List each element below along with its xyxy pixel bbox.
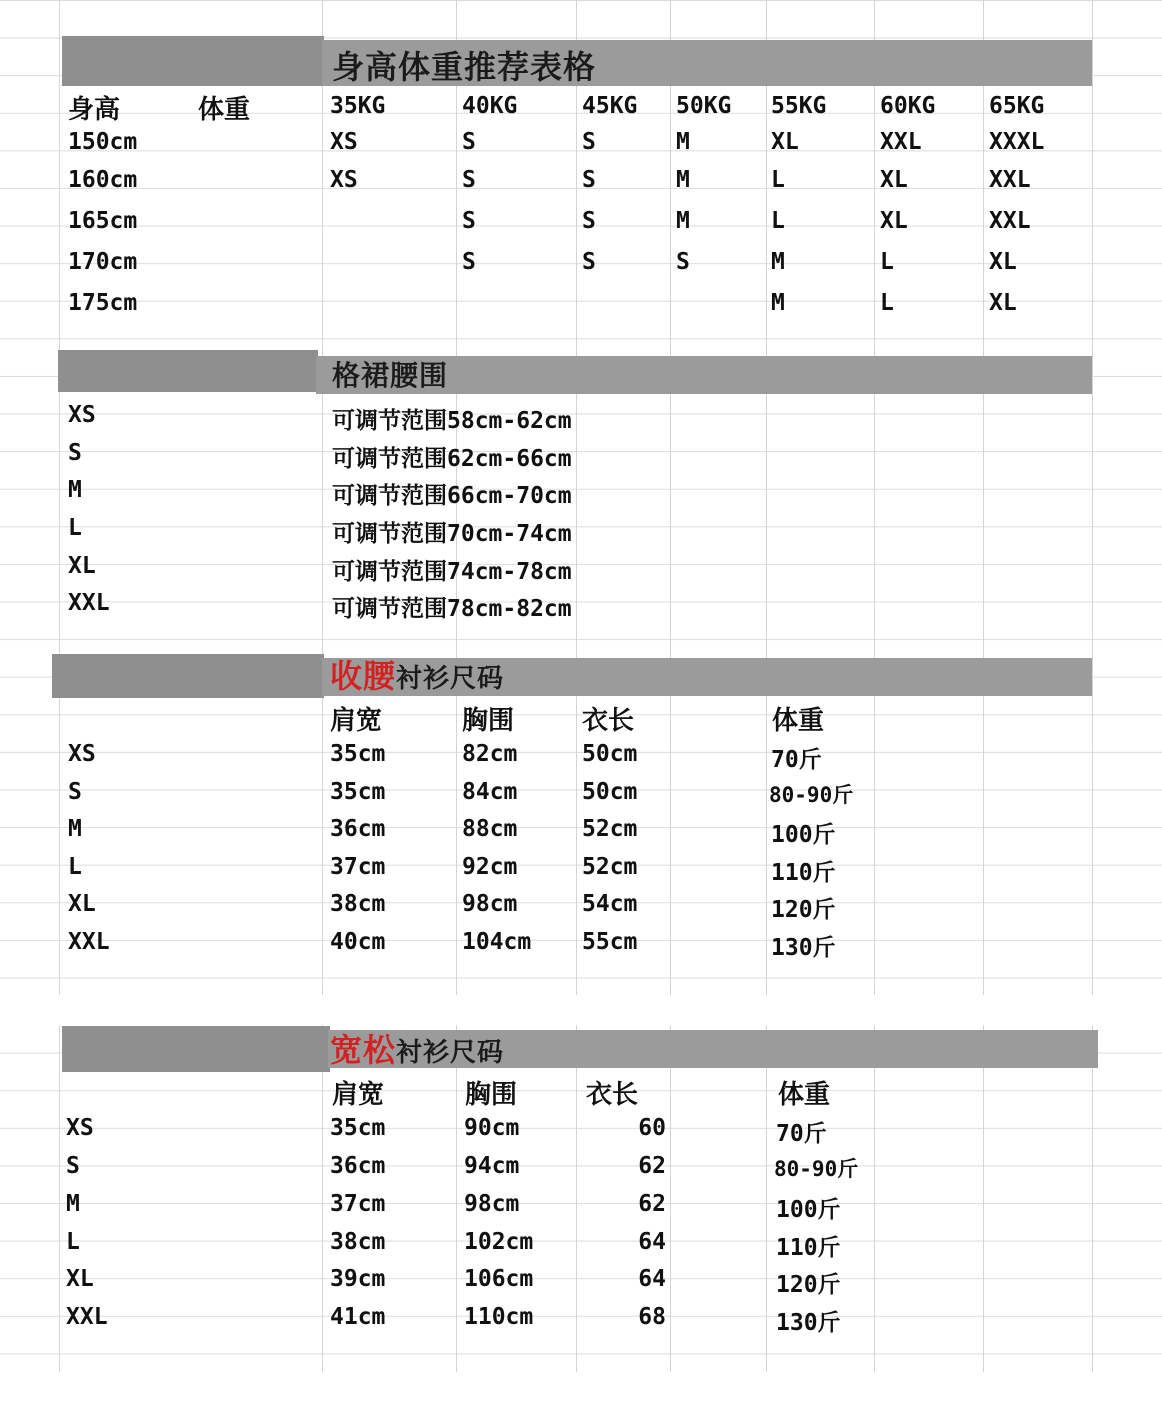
table-cell: 54cm	[582, 891, 638, 917]
size-label: M	[68, 816, 82, 842]
table-cell: L	[771, 208, 785, 234]
header-shoulder: 肩宽	[330, 706, 383, 736]
table-cell: 98cm	[464, 1191, 520, 1217]
waist-range: 可调节范围74cm-78cm	[332, 559, 572, 585]
table-cell: XXXL	[989, 129, 1045, 155]
table-cell: S	[462, 167, 476, 193]
table-cell: 70斤	[776, 1121, 827, 1147]
table-cell: S	[462, 208, 476, 234]
title-rest: 衬衫尺码	[396, 1038, 505, 1068]
table-cell: 90cm	[464, 1115, 520, 1141]
size-label: XXL	[68, 929, 110, 955]
table-cell: S	[582, 249, 596, 275]
section-banner-left	[62, 36, 324, 86]
table-cell: S	[582, 167, 596, 193]
title-highlight: 宽松	[330, 1031, 397, 1069]
header-weight-55: 55KG	[771, 93, 827, 119]
table-cell: 70斤	[771, 747, 822, 773]
table-cell: 50cm	[582, 741, 638, 767]
table-cell: 120斤	[776, 1272, 841, 1298]
header-chest: 胸围	[462, 706, 515, 736]
title-highlight: 收腰	[330, 657, 397, 695]
size-label: XXL	[68, 590, 110, 616]
table-cell: 100斤	[776, 1197, 841, 1223]
table-cell: 39cm	[330, 1266, 386, 1292]
table-cell: 55cm	[582, 929, 638, 955]
size-label: L	[68, 515, 82, 541]
header-weight: 体重	[772, 706, 825, 736]
table-cell: 64	[638, 1266, 666, 1292]
section-gap	[0, 995, 1162, 1025]
table-cell: 82cm	[462, 741, 518, 767]
header-length: 衣长	[586, 1080, 639, 1110]
waist-range: 可调节范围66cm-70cm	[332, 483, 572, 509]
header-weight-40: 40KG	[462, 93, 518, 119]
header-weight-50: 50KG	[676, 93, 732, 119]
table-cell: XL	[880, 208, 908, 234]
table-cell: 37cm	[330, 1191, 386, 1217]
header-weight: 体重	[198, 95, 251, 125]
table-cell: S	[582, 208, 596, 234]
size-label: M	[68, 477, 82, 503]
waist-range: 可调节范围78cm-82cm	[332, 596, 572, 622]
header-chest: 胸围	[465, 1080, 518, 1110]
table-cell: 92cm	[462, 854, 518, 880]
header-height: 身高	[68, 95, 121, 125]
section-title: 格裙腰围	[332, 359, 449, 392]
table-cell: 98cm	[462, 891, 518, 917]
waist-range: 可调节范围70cm-74cm	[332, 521, 572, 547]
table-cell: 64	[638, 1229, 666, 1255]
header-shoulder: 肩宽	[332, 1080, 385, 1110]
size-label: S	[68, 779, 82, 805]
table-cell: M	[676, 167, 690, 193]
page-bottom	[0, 1372, 1162, 1401]
section-banner-left	[58, 350, 318, 392]
header-length: 衣长	[582, 706, 635, 736]
table-cell: 88cm	[462, 816, 518, 842]
table-cell: XS	[330, 129, 358, 155]
table-cell: 130斤	[771, 935, 836, 961]
header-weight-65: 65KG	[989, 93, 1045, 119]
table-cell: XXL	[989, 208, 1031, 234]
table-cell: 36cm	[330, 1153, 386, 1179]
size-label: L	[68, 854, 82, 880]
table-cell: S	[676, 249, 690, 275]
header-weight-35: 35KG	[330, 93, 386, 119]
section-title: 身高体重推荐表格	[332, 48, 597, 86]
table-cell: 100斤	[771, 822, 836, 848]
table-cell: XL	[771, 129, 799, 155]
section-title	[330, 653, 504, 702]
table-cell: 110cm	[464, 1304, 534, 1330]
table-cell: XS	[330, 167, 358, 193]
size-label: L	[66, 1229, 80, 1255]
table-cell: S	[462, 249, 476, 275]
table-cell: 35cm	[330, 741, 386, 767]
table-cell: 84cm	[462, 779, 518, 805]
table-cell: 38cm	[330, 891, 386, 917]
table-cell: S	[462, 129, 476, 155]
row-height: 175cm	[68, 290, 138, 316]
table-cell: M	[771, 249, 785, 275]
table-cell: M	[676, 129, 690, 155]
section-title	[330, 1027, 504, 1076]
header-weight-60: 60KG	[880, 93, 936, 119]
row-height: 160cm	[68, 167, 138, 193]
table-cell: 120斤	[771, 897, 836, 923]
table-cell: 41cm	[330, 1304, 386, 1330]
table-cell: 110斤	[771, 860, 836, 886]
grid-line	[1092, 0, 1093, 1372]
table-cell: L	[771, 167, 785, 193]
table-cell: 52cm	[582, 854, 638, 880]
size-label: XL	[66, 1266, 94, 1292]
table-cell: 130斤	[776, 1310, 841, 1336]
table-cell: 80-90斤	[769, 783, 854, 807]
table-cell: XL	[989, 290, 1017, 316]
table-cell: 102cm	[464, 1229, 534, 1255]
table-cell: 50cm	[582, 779, 638, 805]
table-cell: XL	[880, 167, 908, 193]
section-banner-left	[52, 654, 324, 698]
table-cell: S	[582, 129, 596, 155]
table-cell: M	[771, 290, 785, 316]
size-label: XL	[68, 891, 96, 917]
row-height: 165cm	[68, 208, 138, 234]
table-cell: 60	[638, 1115, 666, 1141]
table-cell: 36cm	[330, 816, 386, 842]
size-label: S	[66, 1153, 80, 1179]
table-cell: 104cm	[462, 929, 532, 955]
size-label: M	[66, 1191, 80, 1217]
title-rest: 衬衫尺码	[396, 664, 505, 694]
table-cell: 62	[638, 1191, 666, 1217]
table-cell: 62	[638, 1153, 666, 1179]
table-cell: L	[880, 290, 894, 316]
table-cell: 52cm	[582, 816, 638, 842]
table-cell: XXL	[989, 167, 1031, 193]
table-cell: M	[676, 208, 690, 234]
row-height: 150cm	[68, 129, 138, 155]
size-label: XXL	[66, 1304, 108, 1330]
table-cell: 35cm	[330, 1115, 386, 1141]
row-height: 170cm	[68, 249, 138, 275]
waist-range: 可调节范围58cm-62cm	[332, 408, 572, 434]
table-cell: 40cm	[330, 929, 386, 955]
size-label: XS	[68, 402, 96, 428]
table-cell: 68	[638, 1304, 666, 1330]
section-banner-left	[62, 1026, 330, 1072]
table-cell: 37cm	[330, 854, 386, 880]
header-weight: 体重	[778, 1080, 831, 1110]
size-label: XS	[66, 1115, 94, 1141]
table-cell: 80-90斤	[774, 1157, 859, 1181]
table-cell: 106cm	[464, 1266, 534, 1292]
size-label: XL	[68, 553, 96, 579]
table-cell: 38cm	[330, 1229, 386, 1255]
table-cell: L	[880, 249, 894, 275]
size-label: XS	[68, 741, 96, 767]
table-cell: XL	[989, 249, 1017, 275]
table-cell: 110斤	[776, 1235, 841, 1261]
table-cell: XXL	[880, 129, 922, 155]
table-cell: 94cm	[464, 1153, 520, 1179]
table-cell: 35cm	[330, 779, 386, 805]
size-label: S	[68, 440, 82, 466]
waist-range: 可调节范围62cm-66cm	[332, 446, 572, 472]
header-weight-45: 45KG	[582, 93, 638, 119]
